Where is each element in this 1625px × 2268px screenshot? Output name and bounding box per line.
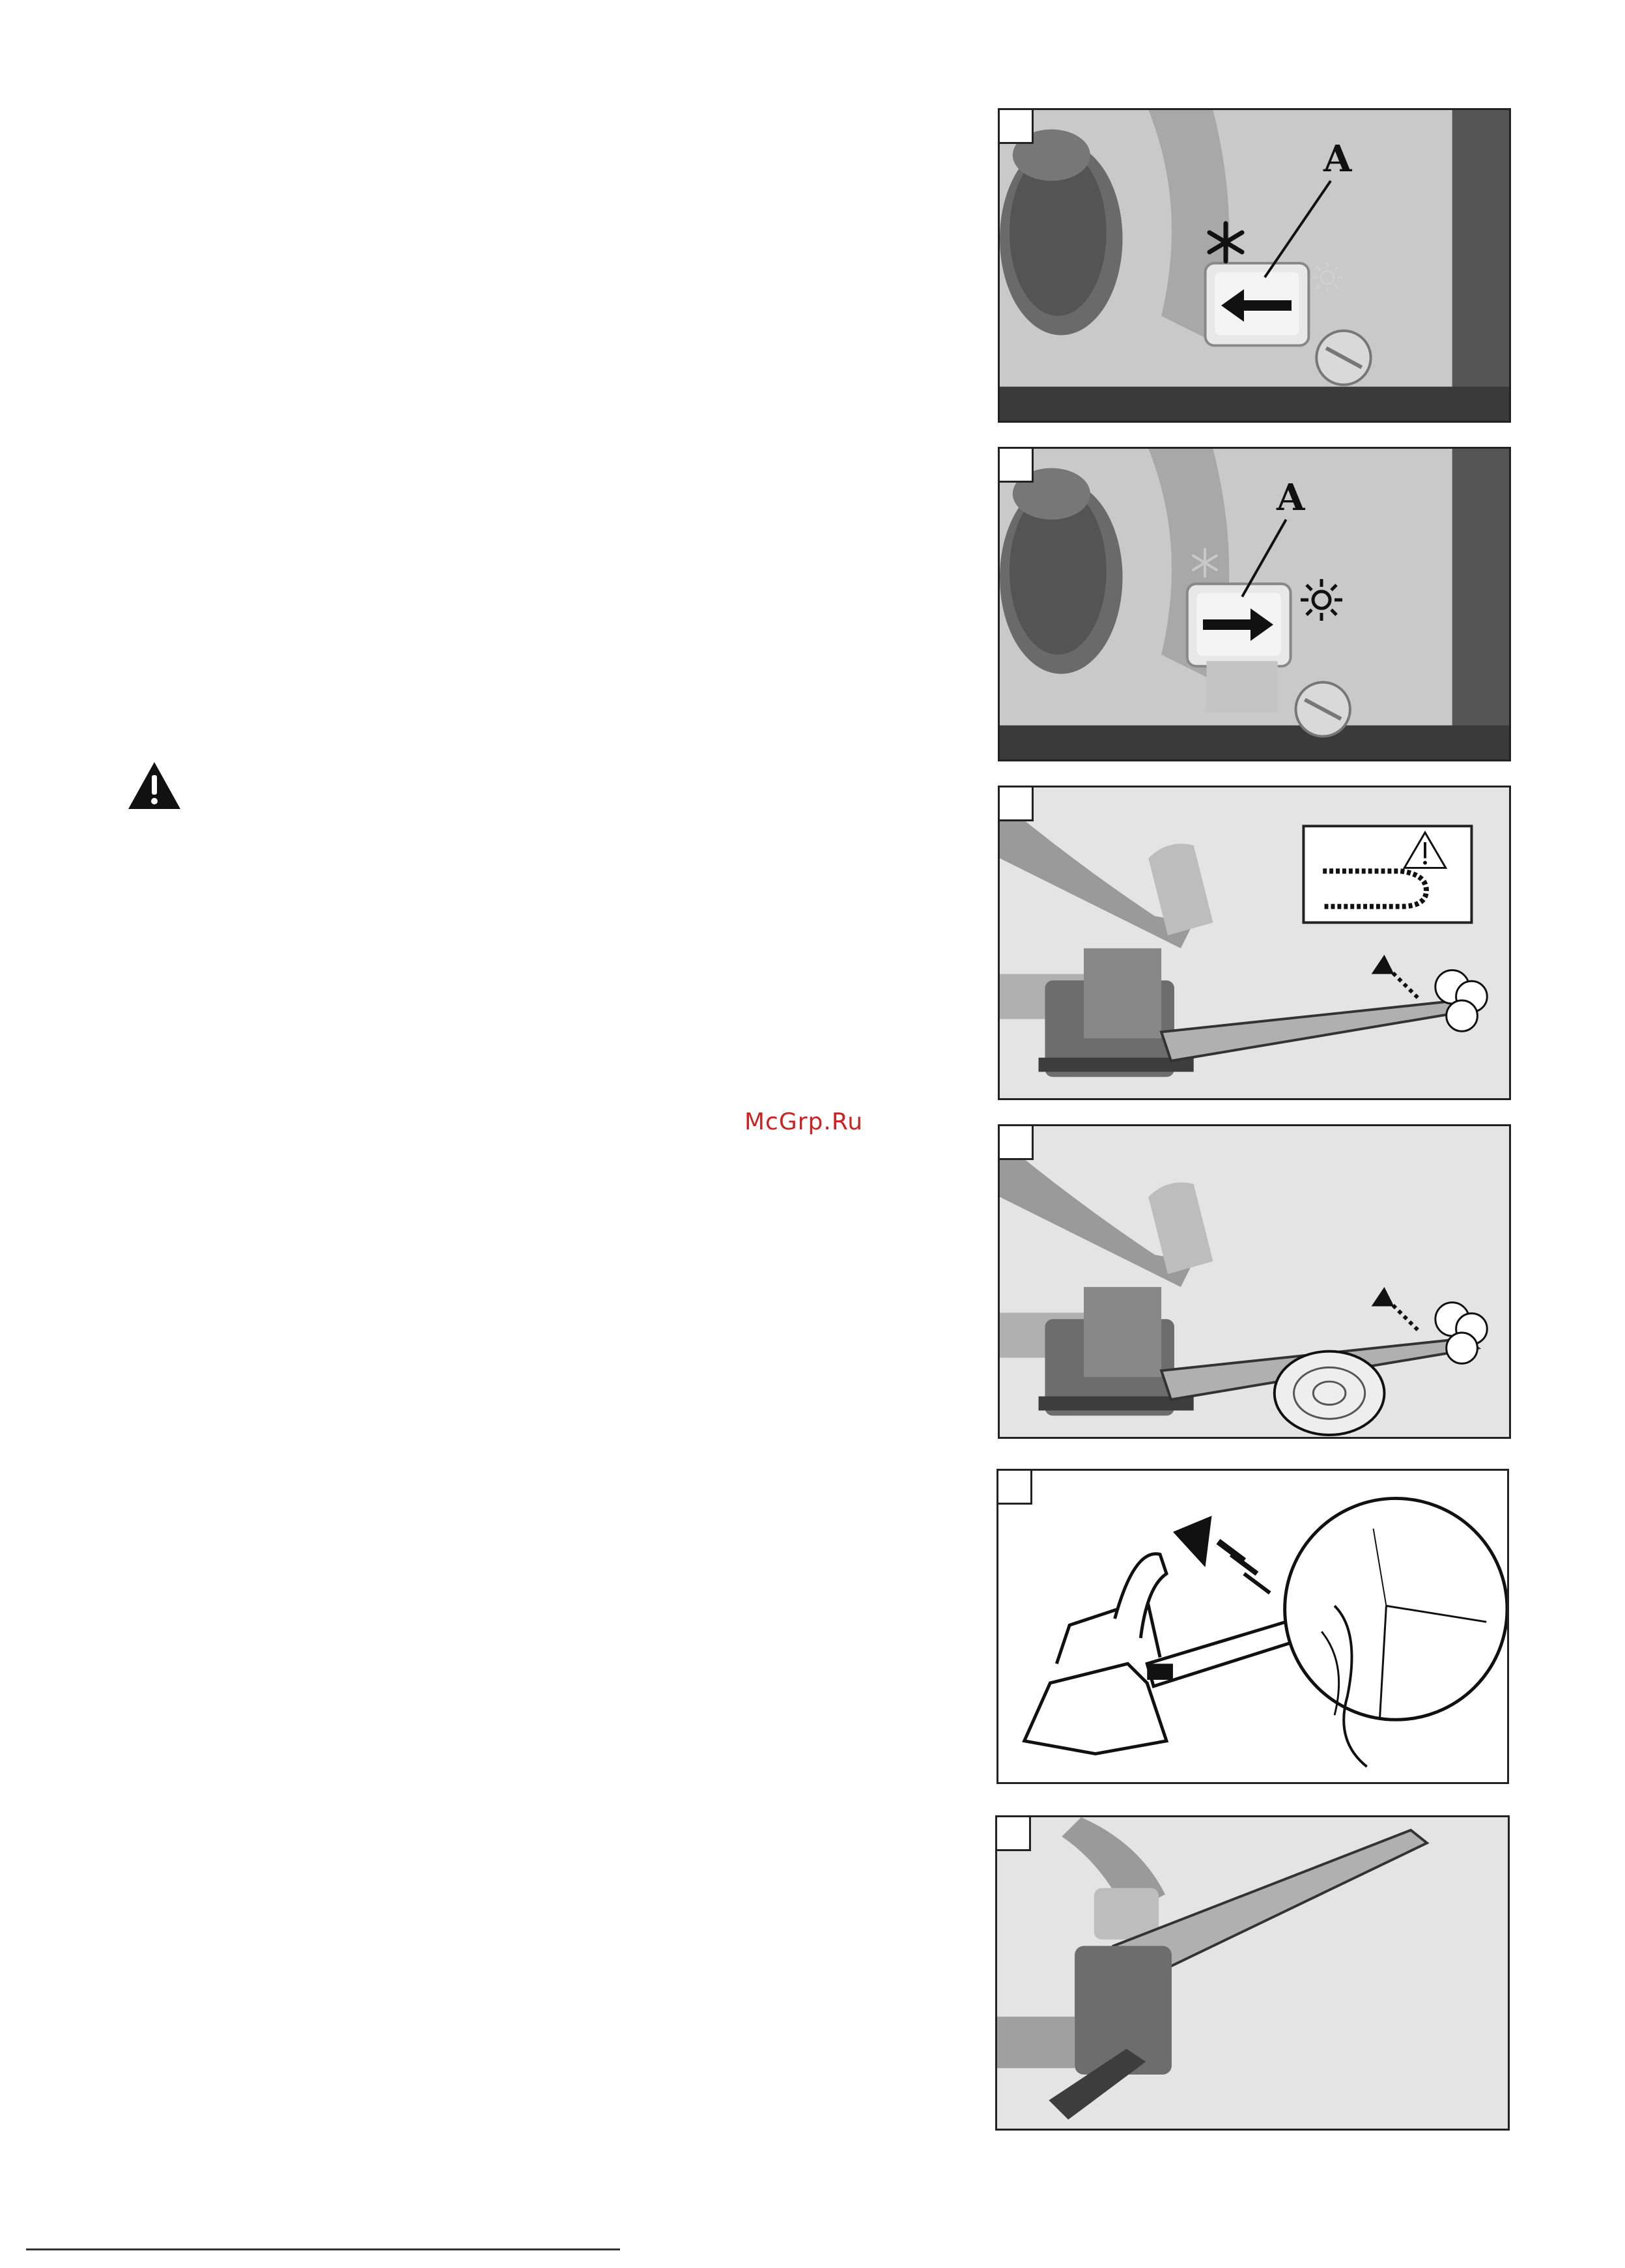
figure-choke-open <box>998 447 1511 761</box>
snowflake-icon <box>1189 546 1221 579</box>
figure-number-box <box>1000 787 1034 821</box>
figure-number-box <box>1000 1126 1034 1160</box>
sun-icon <box>1311 261 1344 294</box>
callout-label-a: A <box>1323 137 1352 180</box>
figure-number-box <box>997 1817 1031 1851</box>
figure-kickback-zone-drawing <box>996 1469 1509 1784</box>
warning-triangle-icon <box>127 761 182 810</box>
figure-number-box <box>1000 110 1034 144</box>
figure-kickback-log <box>998 1124 1511 1439</box>
arrow-right-icon <box>1202 605 1273 644</box>
figure-saw-angled <box>995 1815 1510 2131</box>
figure-kickback-tip <box>998 786 1511 1100</box>
figure-choke-closed <box>998 108 1511 423</box>
figure-number-box <box>1000 449 1034 483</box>
sun-icon <box>1299 578 1344 622</box>
footer-rule <box>26 2248 620 2250</box>
watermark-text: McGrp.Ru <box>744 1109 864 1135</box>
arrow-left-icon <box>1221 286 1293 325</box>
snowflake-icon <box>1203 220 1249 265</box>
figure-number-box <box>998 1471 1032 1505</box>
callout-label-a: A <box>1277 476 1305 519</box>
